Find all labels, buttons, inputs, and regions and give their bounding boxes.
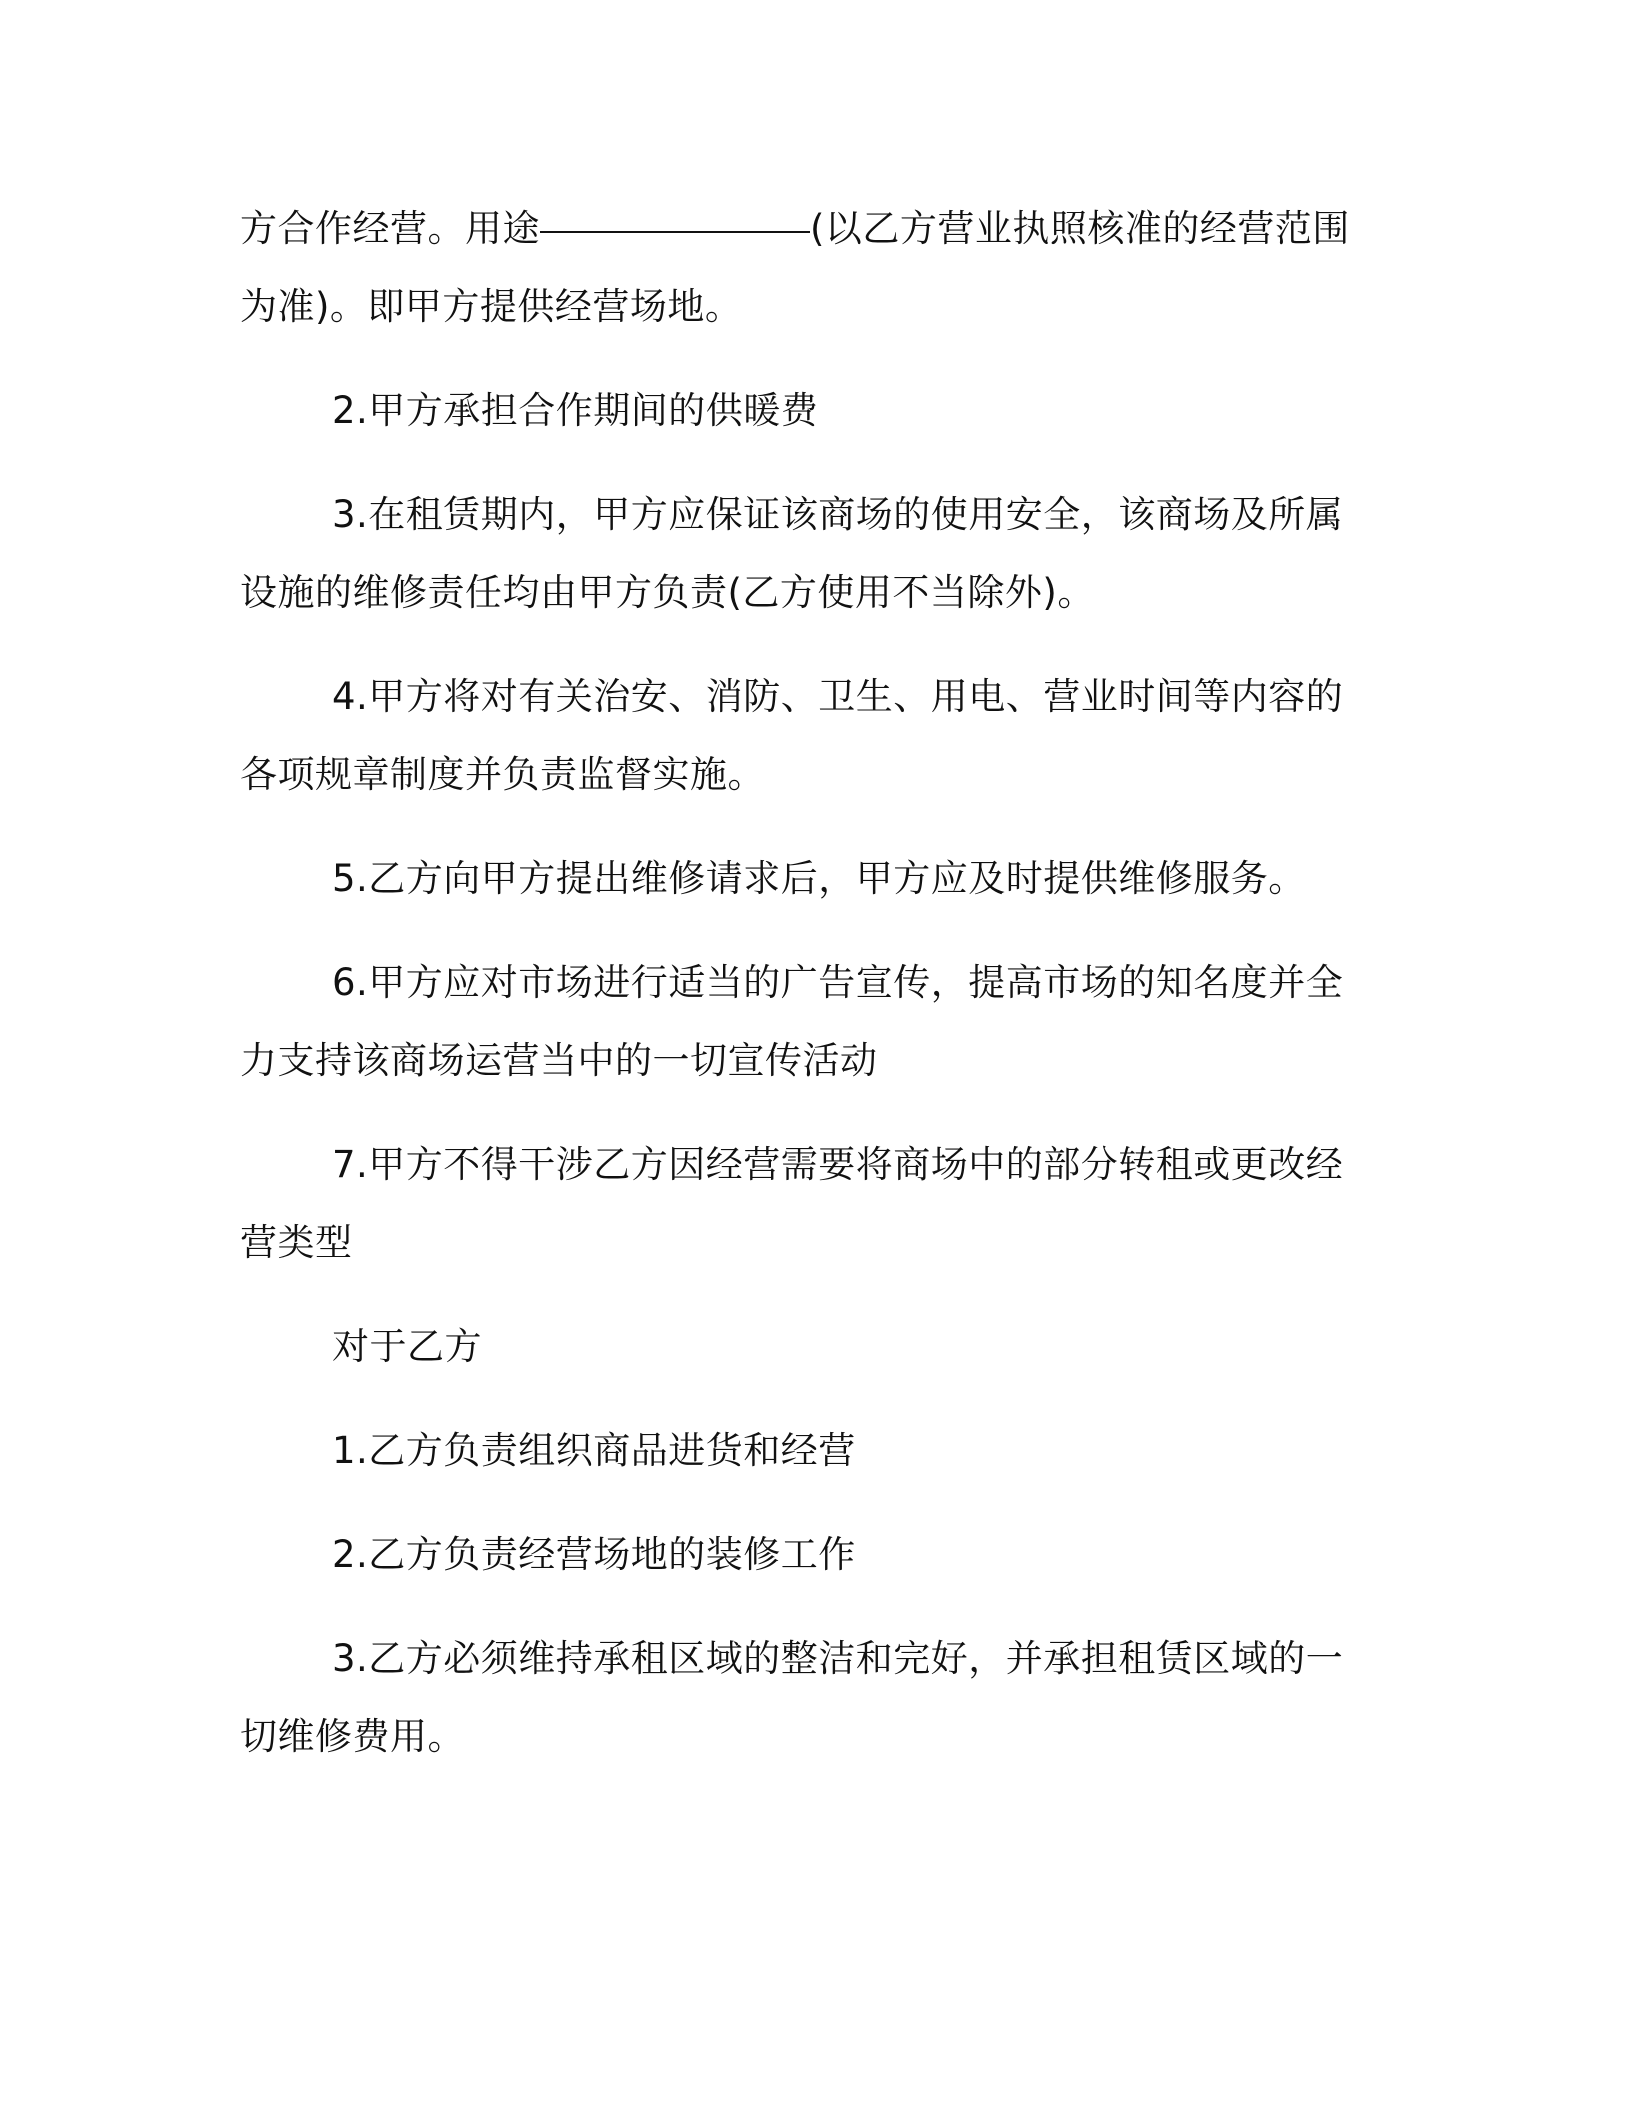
paragraph-party-a-regulations: 4.甲方将对有关治安、消防、卫生、用电、营业时间等内容的各项规章制度并负责监督实施。 [240, 675, 1344, 796]
paragraph-party-a-sublease: 7.甲方不得干涉乙方因经营需要将商场中的部分转租或更改经营类型 [240, 1143, 1344, 1264]
paragraph-party-a-safety: 3.在租赁期内，甲方应保证该商场的使用安全，该商场及所属设施的维修责任均由甲方负责(乙方使用不当除外)。 [240, 493, 1344, 614]
paragraph-usage [240, 190, 1370, 346]
document-body [240, 190, 1370, 1802]
section-heading-party-b: 对于乙方 [332, 1325, 482, 1368]
paragraph-party-a-advertising: 6.甲方应对市场进行适当的广告宣传，提高市场的知名度并全力支持该商场运营当中的一切宣传活动 [240, 961, 1344, 1082]
paragraph-party-b-maintenance: 3.乙方必须维持承租区域的整洁和完好，并承担租赁区域的一切维修费用。 [240, 1637, 1344, 1758]
paragraph-usage-pre: 方合作经营。用途 [240, 207, 540, 250]
paragraph-party-a-heating: 2.甲方承担合作期间的供暖费 [332, 389, 819, 432]
usage-blank-field [540, 230, 810, 233]
paragraph-party-b-decoration: 2.乙方负责经营场地的装修工作 [332, 1533, 856, 1576]
paragraph-party-a-repair: 5.乙方向甲方提出维修请求后，甲方应及时提供维修服务。 [332, 857, 1306, 900]
paragraph-party-b-goods: 1.乙方负责组织商品进货和经营 [332, 1429, 856, 1472]
paragraph-usage-post: (以乙方营业执照核准的经营范围为准)。即甲方提供经营场地。 [240, 207, 1350, 328]
